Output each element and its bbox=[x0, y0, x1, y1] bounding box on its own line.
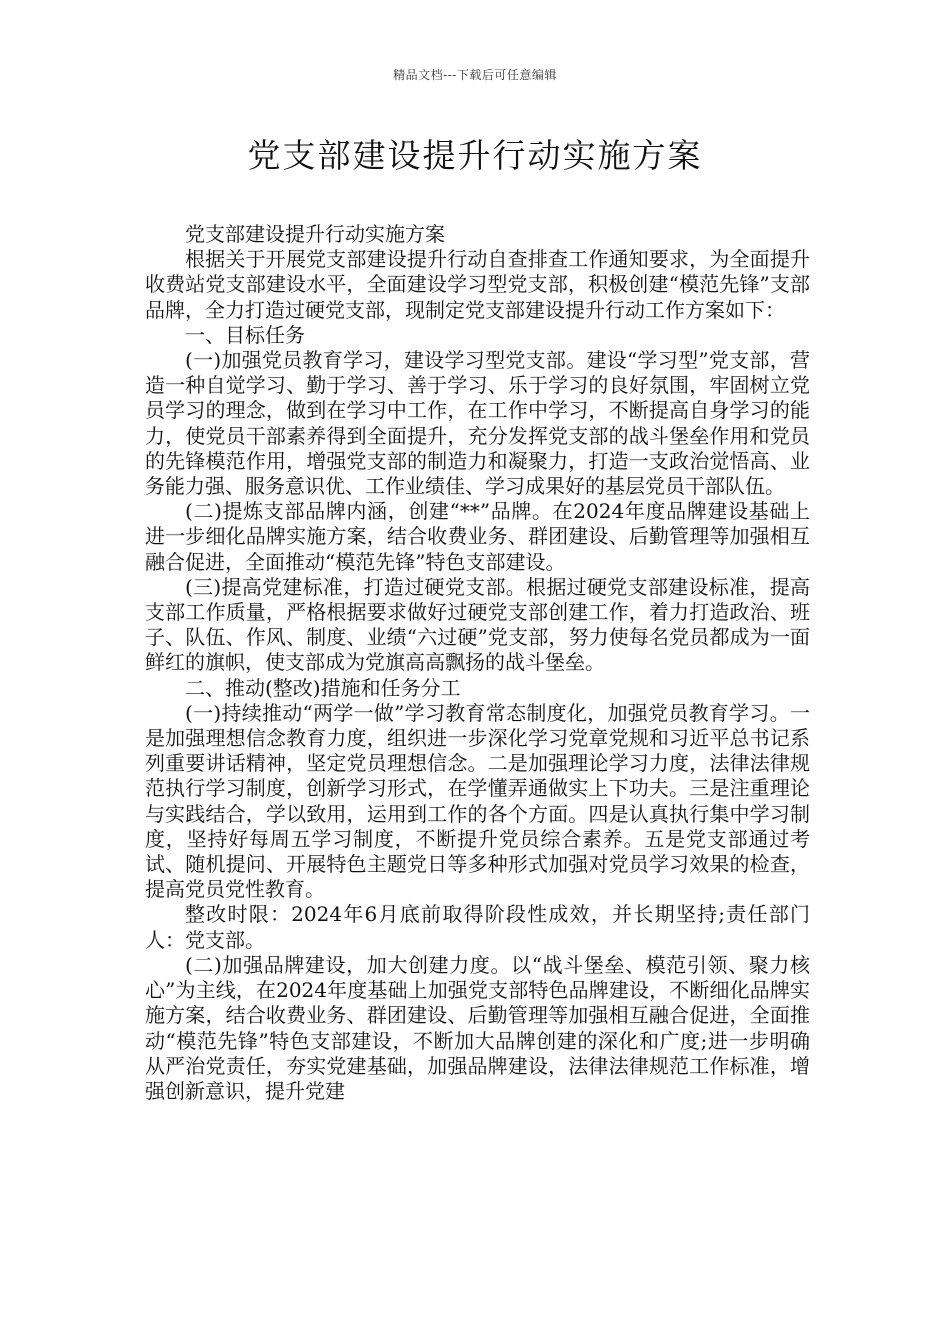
paragraph-deadline: 整改时限：2024年6月底前取得阶段性成效，并长期坚持;责任部门人：党支部。 bbox=[145, 902, 810, 952]
paragraph-intro: 根据关于开展党支部建设提升行动自查排查工作通知要求，为全面提升收费站党支部建设水平，全面建设学习型党支部，积极创建“模范先锋”支部品牌，全力打造过硬党支部，现制定党支部建设提升行动工作方案如下： bbox=[145, 247, 810, 322]
paragraph-subtitle: 党支部建设提升行动实施方案 bbox=[185, 222, 445, 246]
paragraph: (二)加强品牌建设，加大创建力度。以“战斗堡垒、模范引领、聚力核心”为主线，在2024年度基础上加强党支部特色品牌建设，不断细化品牌实施方案，结合收费业务、群团建设、后勤管理等加强相互融合促进，全面推动“模范先锋”特色支部建设，不断加大品牌创建的深化和广度;进一步明确从严治党责任，夯实党建基础，加强品牌建设，法律法律规范工作标准，增强创新意识，提升党建 bbox=[145, 952, 810, 1103]
header-note: 精品文档---下载后可任意编辑 bbox=[393, 68, 557, 82]
document-body bbox=[145, 222, 810, 1104]
page-title: 党支部建设提升行动实施方案 bbox=[247, 136, 703, 175]
paragraph: (一)持续推动“两学一做”学习教育常态制度化，加强党员教育学习。一是加强理想信念教育力度，组织进一步深化学习党章党规和习近平总书记系列重要讲话精神，坚定党员理想信念。二是加强理论学习力度，法律法律规范执行学习制度，创新学习形式，在学懂弄通做实上下功夫。三是注重理论与实践结合，学以致用，运用到工作的各个方面。四是认真执行集中学习制度，坚持好每周五学习制度，不断提升党员综合素养。五是党支部通过考试、随机提问、开展特色主题党日等多种形式加强对党员学习效果的检查，提高党员党性教育。 bbox=[145, 700, 810, 902]
section-heading-2: 二、推动(整改)措施和任务分工 bbox=[185, 675, 461, 700]
paragraph: (三)提高党建标准，打造过硬党支部。根据过硬党支部建设标准，提高支部工作质量，严格根据要求做好过硬党支部创建工作，着力打造政治、班子、队伍、作风、制度、业绩“六过硬”党支部，努力使每名党员都成为一面鲜红的旗帜，使支部成为党旗高高飘扬的战斗堡垒。 bbox=[145, 574, 810, 675]
section-heading-1: 一、目标任务 bbox=[185, 322, 305, 347]
paragraph: (二)提炼支部品牌内涵，创建“**”品牌。在2024年度品牌建设基础上进一步细化品牌实施方案，结合收费业务、群团建设、后勤管理等加强相互融合促进，全面推动“模范先锋”特色支部建设。 bbox=[145, 499, 810, 574]
paragraph: (一)加强党员教育学习，建设学习型党支部。建设“学习型”党支部，营造一种自觉学习、勤于学习、善于学习、乐于学习的良好氛围，牢固树立党员学习的理念，做到在学习中工作，在工作中学习，不断提高自身学习的能力，使党员干部素养得到全面提升，充分发挥党支部的战斗堡垒作用和党员的先锋模范作用，增强党支部的制造力和凝聚力，打造一支政治觉悟高、业务能力强、服务意识优、工作业绩佳、学习成果好的基层党员干部队伍。 bbox=[145, 348, 810, 499]
